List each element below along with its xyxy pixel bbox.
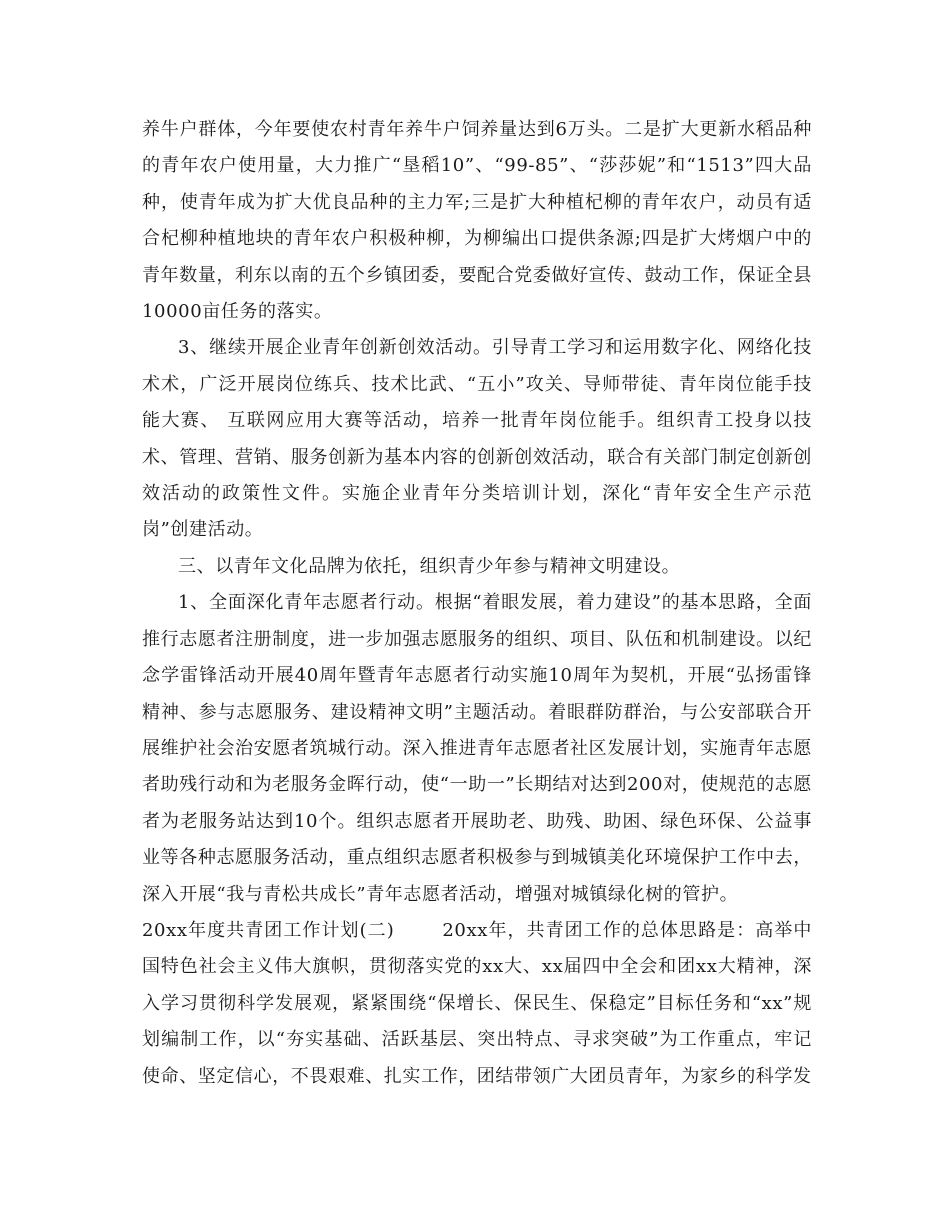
paragraph-cattle-rice-willow-tobacco: 养牛户群体，今年要使农村青年养牛户饲养量达到6万头。二是扩大更新水稻品种的青年农户使用量，大力推广“垦稻10”、“99-85”、“莎莎妮”和“1513”四大品种，使青年成为扩大优良品种的主力军;三是扩大种植杞柳的青年农户，动员有适合杞柳种植地块的青年农户积极种柳，为柳编出口提供条源;四是扩大烤烟户中的青年数量，利东以南的五个乡镇团委，要配合党委做好宣传、鼓动工作，保证全县10000亩任务的落实。 (142, 119, 812, 323)
work-plan-heading: 20xx年度共青团工作计划(二) (142, 919, 395, 941)
paragraph-youth-volunteer-action: 1、全面深化青年志愿者行动。根据“着眼发展，着力建设”的基本思路，全面推行志愿者注册制度，进一步加强志愿服务的组织、项目、队伍和机制建设。以纪念学雷锋活动开展40周年暨青年志愿者行动实施10周年为契机，开展“弘扬雷锋精神、参与志愿服务、建设精神文明”主题活动。着眼群防群治，与公安部联合开展维护社会治安愿者筑城行动。深入推进青年志愿者社区发展计划，实施青年志愿者助残行动和为老服务金晖行动，使“一助一”长期结对达到200对，使规范的志愿者为老服务站达到10个。组织志愿者开展助老、助残、助困、绿色环保、公益事业等各种志愿服务活动，重点组织志愿者积极参与到城镇美化环境保护工作中去，深入开展“我与青松共成长”青年志愿者活动，增强对城镇绿化树的管护。 (142, 592, 812, 905)
section-heading-youth-culture-brand: 三、以青年文化品牌为依托，组织青少年参与精神文明建设。 (178, 555, 681, 577)
work-plan-body: 20xx年，共青团工作的总体思路是：高举中国特色社会主义伟大旗帜，贯彻落实党的xx大、xx届四中全会和团xx大精神，深入学习贯彻科学发展观，紧紧围绕“保增长、保民生、保稳定”目标任务和“xx”规划编制工作，以“夯实基础、活跃基层、突出特点、寻求突破”为工作重点，牢记使命、坚定信心，不畏艰难、扎实工作，团结带领广大团员青年，为家乡的科学发 (142, 919, 812, 1087)
paragraph-enterprise-youth-innovation: 3、继续开展企业青年创新创效活动。引导青工学习和运用数字化、网络化技术术，广泛开展岗位练兵、技术比武、“五小”攻关、导师带徒、青年岗位能手技能大赛、 互联网应用大赛等活动，培养一批青年岗位能手。组织青工投身以技术、管理、营销、服务创新为基本内容的创新创效活动，联合有关部门制定创新创效活动的政策性文件。实施企业青年分类培训计划，深化“青年安全生产示范岗”创建活动。 (142, 337, 812, 541)
document-page (142, 112, 812, 1095)
paragraph-work-plan-two (142, 913, 812, 1095)
